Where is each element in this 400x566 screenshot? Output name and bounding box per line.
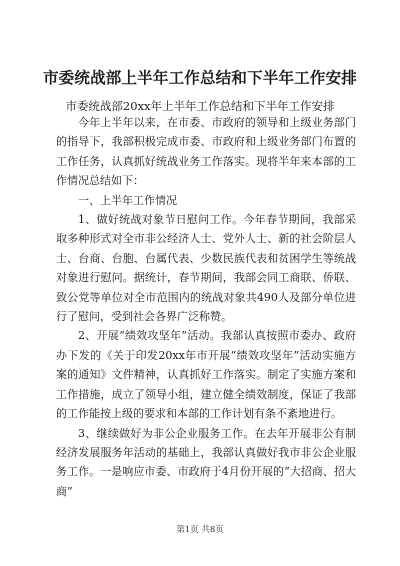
document-body: [56, 113, 356, 501]
page-number-footer: 第1页 共8页: [176, 525, 224, 535]
paragraph-intro: 今年上半年以来，在市委、市政府的领导和上级业务部门的指导下，我部积极完成市委、市政府和上级业务部门布置的工作任务，认真抓好统战业务工作落实。现将半年来本部的工作情况总结如下：: [56, 116, 356, 188]
document-title: 市委统战部上半年工作总结和下半年工作安排: [42, 68, 357, 87]
paragraph-item-2: 2、开展“绩效攻坚年”活动。我部认真按照市委办、政府办下发的《关于印发20xx年市开展“绩效攻坚年”活动实施方案的通知》文件精神，认真抓好工作落实。制定了实施方案和工作措施，成立了领导小组，建立健全绩效制度，保证了我部的工作能按上级的要求和本部的工作计划有条不紊地进行。: [56, 329, 356, 421]
paragraph-item-3: 3、继续做好为非公企业服务工作。在去年开展非公有制经济发展服务年活动的基础上，我部认真做好我市非公企业服务工作。一是响应市委、市政府于4月份开展的“大招商、招大商”: [56, 426, 356, 498]
section-heading: 一、上半年工作情况: [78, 193, 177, 207]
paragraph-item-1: 1、做好统战对象节日慰问工作。今年春节期间，我部采取多种形式对全市非公经济人士、党外人士、新的社会阶层人士、台商、台胞、台属代表、少数民族代表和贫困学生等统战对象进行慰问。据统计，春节期间，我部会同工商联、侨联、致公党等单位对全市范围内的统战对象共490人及部分单位进行了慰问，受到社会各界广泛称赞。: [56, 213, 356, 324]
document-subtitle: 市委统战部20xx年上半年工作总结和下半年工作安排: [65, 99, 335, 113]
